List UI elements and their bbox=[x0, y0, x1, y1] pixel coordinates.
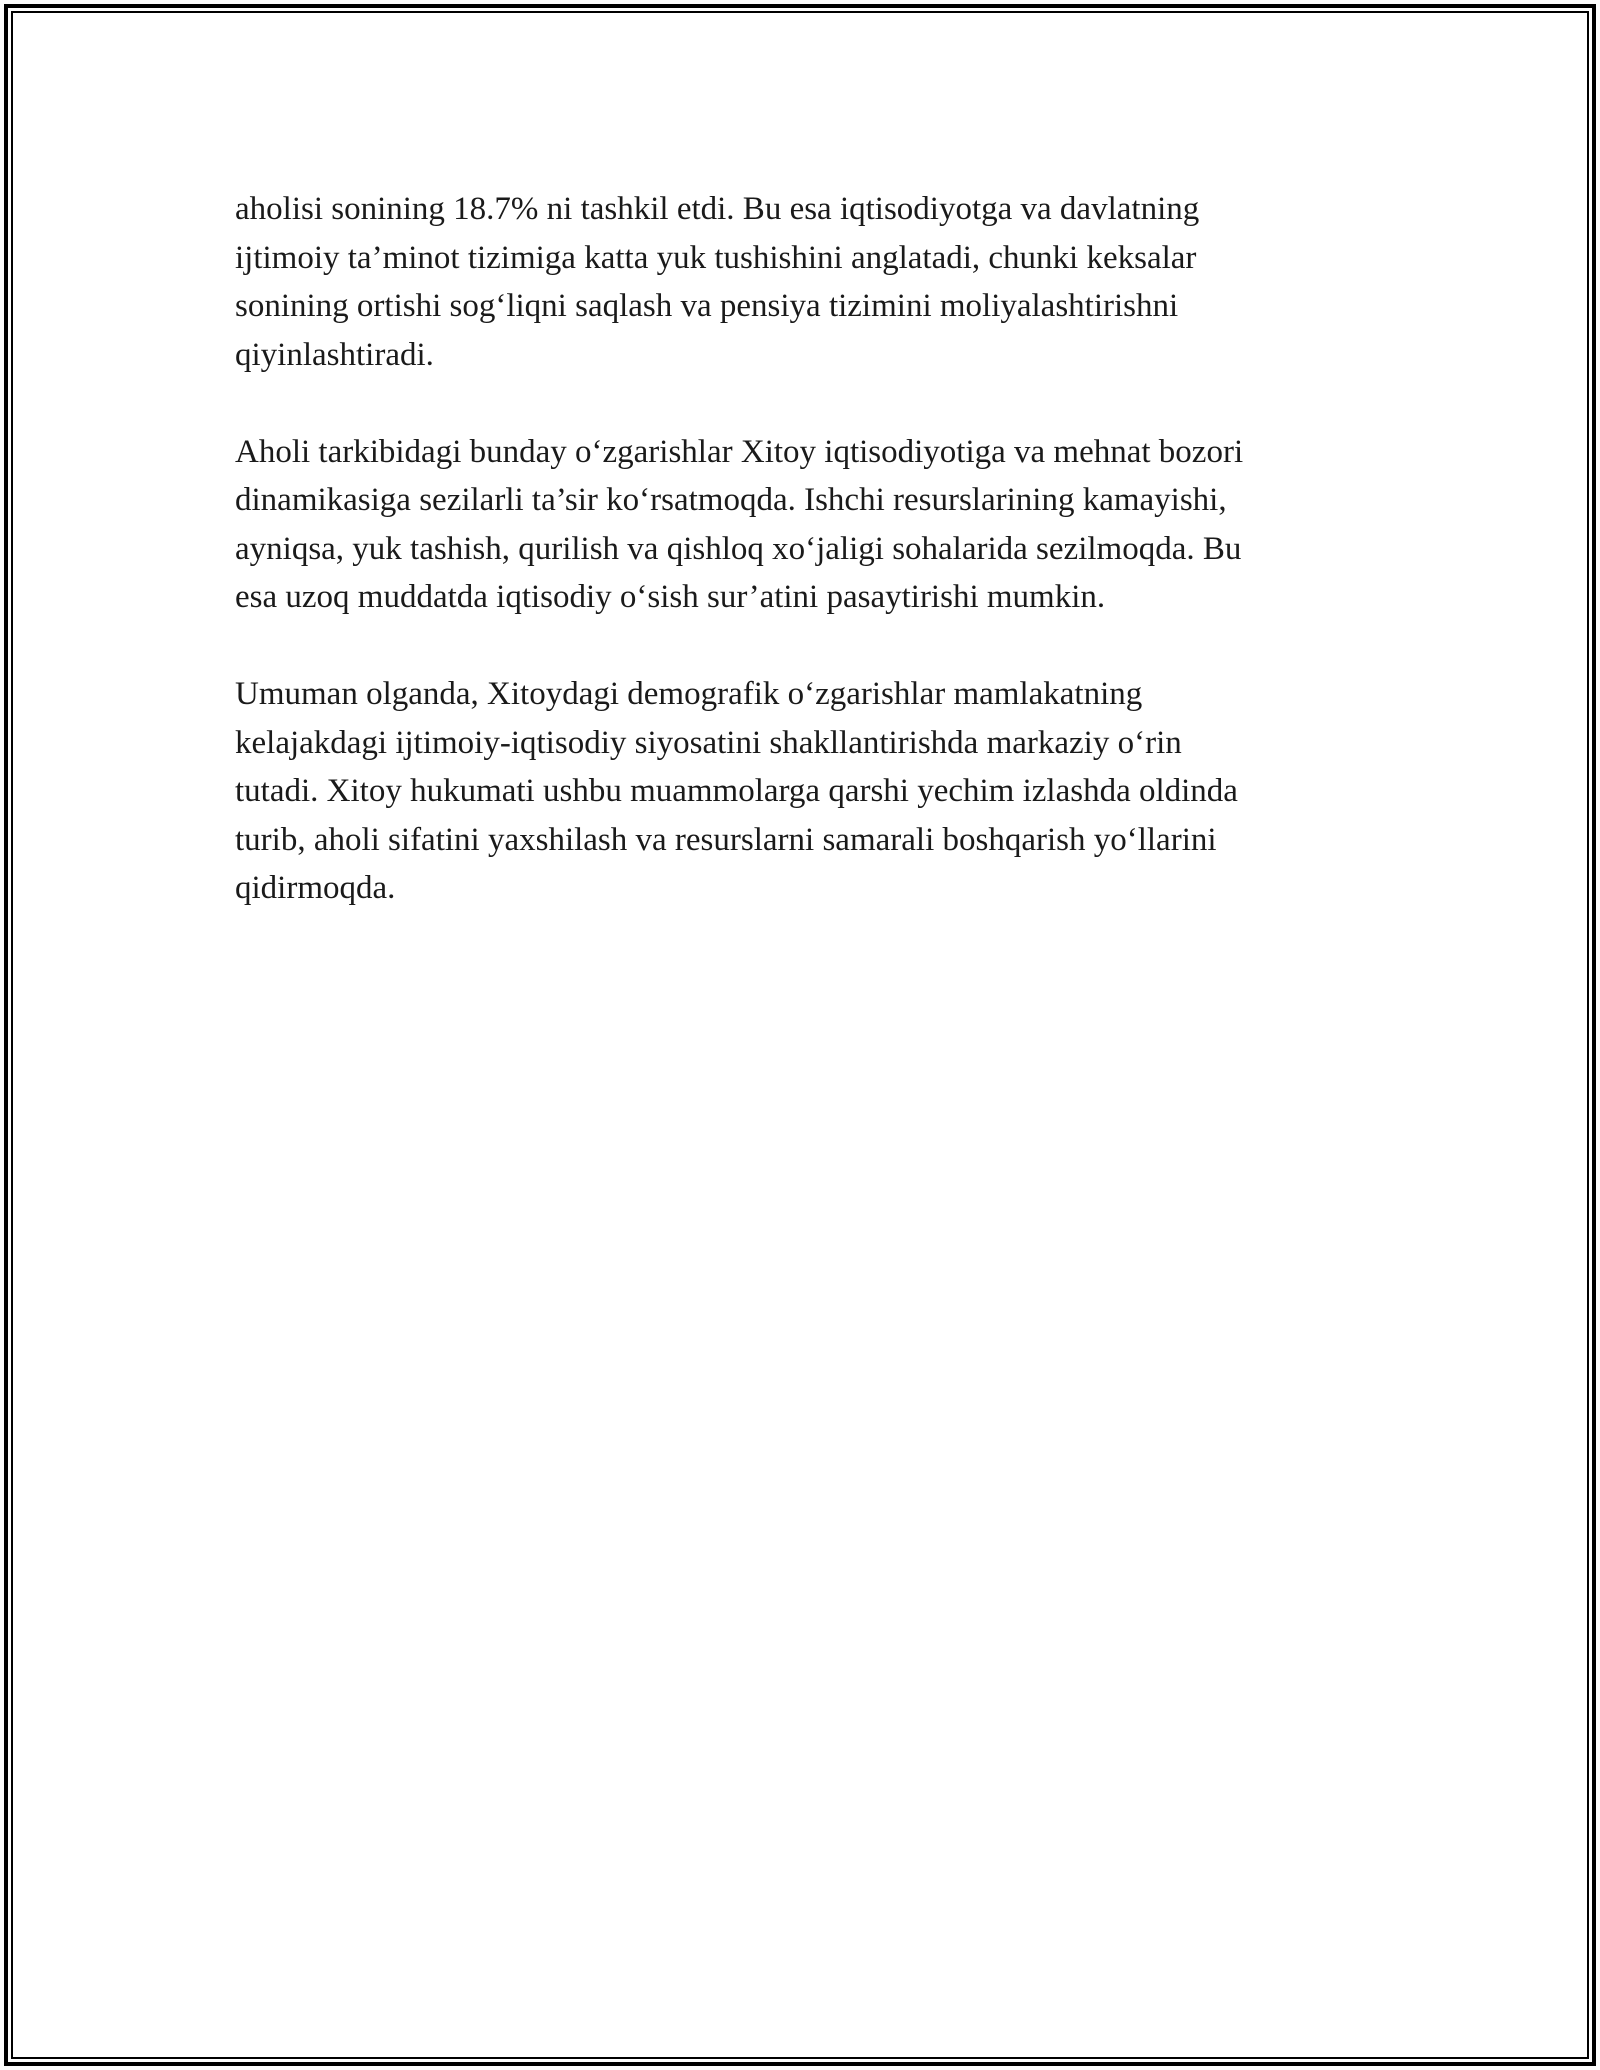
text-line: qidirmoqda. bbox=[235, 870, 396, 906]
text-line: qiyinlashtiradi. bbox=[235, 336, 434, 373]
text-line: dinamikasiga sezilarli ta’sir ko‘rsatmoqda. Ishchi resurslarining kamayishi, bbox=[235, 482, 1227, 518]
paragraph-conclusion bbox=[235, 670, 1375, 913]
paragraph-labor-market bbox=[235, 428, 1375, 622]
text-line: ayniqsa, yuk tashish, qurilish va qishloq xo‘jaligi sohalarida sezilmoqda. Bu bbox=[235, 530, 1242, 567]
paragraph-aging-population bbox=[235, 185, 1375, 379]
text-line: Umuman olganda, Xitoydagi demografik o‘zgarishlar mamlakatning bbox=[235, 676, 1143, 712]
text-line: Aholi tarkibidagi bunday o‘zgarishlar Xitoy iqtisodiyotiga va mehnat bozori bbox=[235, 433, 1244, 470]
text-line: ijtimoiy ta’minot tizimiga katta yuk tushishini anglatadi, chunki keksalar bbox=[235, 239, 1197, 276]
text-line: turib, aholi sifatini yaxshilash va resurslarni samarali boshqarish yo‘llarini bbox=[235, 821, 1217, 858]
text-line: sonining ortishi sog‘liqni saqlash va pensiya tizimini moliyalashtirishni bbox=[235, 288, 1179, 324]
text-line: kelajakdagi ijtimoiy-iqtisodiy siyosatini shakllantirishda markaziy o‘rin bbox=[235, 724, 1182, 761]
text-line: aholisi sonining 18.7% ni tashkil etdi. Bu esa iqtisodiyotga va davlatning bbox=[235, 191, 1200, 227]
document-body bbox=[235, 185, 1375, 961]
text-line: tutadi. Xitoy hukumati ushbu muammolarga qarshi yechim izlashda oldinda bbox=[235, 773, 1238, 809]
text-line: esa uzoq muddatda iqtisodiy o‘sish sur’atini pasaytirishi mumkin. bbox=[235, 579, 1106, 615]
